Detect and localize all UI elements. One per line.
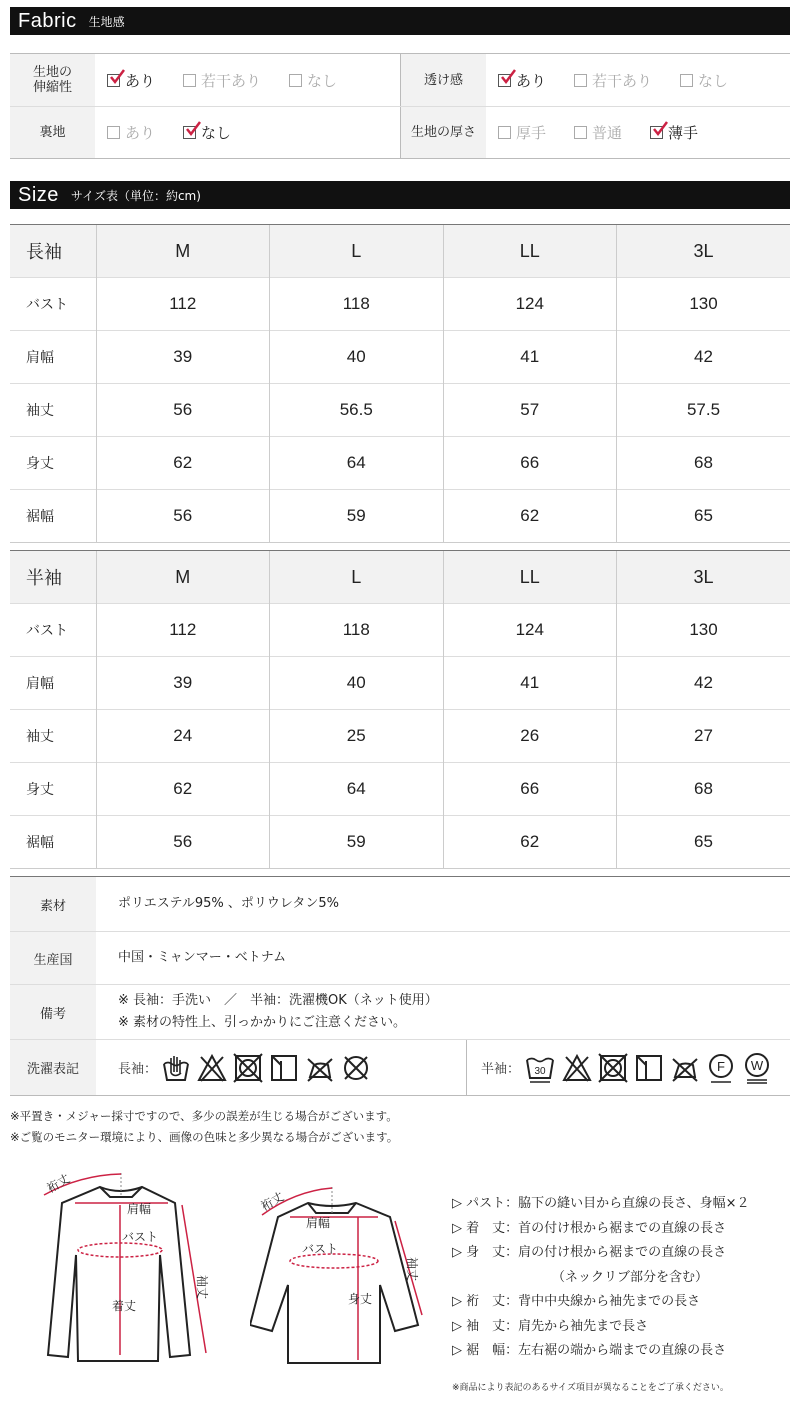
- notes-row: [10, 984, 790, 1039]
- wet-clean-w-icon: [742, 1051, 772, 1085]
- cell-value: 42: [617, 657, 791, 710]
- cell-value: 56: [96, 816, 270, 869]
- row-label: 肩幅: [10, 657, 96, 710]
- thickness-options: [486, 107, 790, 158]
- origin-row: [10, 931, 790, 984]
- hand-wash-icon: [161, 1053, 191, 1083]
- cell-value: 112: [96, 604, 270, 657]
- size-col-1: L: [270, 551, 444, 604]
- long-sleeve-table: [10, 224, 790, 543]
- thickness-option-0: [498, 122, 546, 143]
- table-row: [10, 710, 790, 763]
- cell-value: 68: [617, 437, 791, 490]
- origin-value: 中国・ミャンマー・ベトナム: [118, 950, 287, 965]
- checkbox-icon: [107, 126, 120, 139]
- checkbox-icon: [498, 74, 511, 87]
- checkbox-icon: [183, 74, 196, 87]
- yuki-label-1: 裄丈: [44, 1171, 73, 1196]
- line-dry-shade-icon: [634, 1053, 664, 1083]
- care-short-icons: [524, 1051, 772, 1085]
- red-check-icon: [500, 69, 516, 85]
- cell-value: 27: [617, 710, 791, 763]
- cell-value: 64: [270, 437, 444, 490]
- cell-value: 118: [270, 278, 444, 331]
- cell-value: 59: [270, 816, 444, 869]
- sodetake-label-2: 袖丈: [405, 1257, 419, 1282]
- notes-line-1: ※ 長袖：手洗い ／ 半袖：洗濯機OK（ネット使用）: [118, 993, 438, 1008]
- legend-susohaba: ▷ 裾 幅：左右裾の端から端までの直線の長さ: [452, 1343, 727, 1358]
- size-header-jp: サイズ表（単位：約cm): [70, 188, 201, 203]
- checkbox-icon: [680, 74, 693, 87]
- row-label: 袖丈: [10, 710, 96, 763]
- info-table: [10, 876, 790, 1096]
- origin-label: 生産国: [10, 932, 96, 984]
- no-iron-icon: [670, 1053, 700, 1083]
- stretch-options: [95, 54, 400, 106]
- thickness-option-1: [574, 122, 622, 143]
- no-iron-icon: [305, 1053, 335, 1083]
- legend-mitake-note: （ネックリブ部分を含む）: [552, 1269, 709, 1285]
- cell-value: 56: [96, 490, 270, 543]
- care-row: [10, 1039, 790, 1095]
- thickness-option-2: [650, 122, 698, 143]
- care-long-icons: [161, 1053, 371, 1083]
- checkbox-icon: [183, 126, 196, 139]
- red-check-icon: [109, 69, 125, 85]
- machine-wash-30-icon: [524, 1052, 556, 1084]
- lining-label: 裏地: [10, 107, 95, 158]
- fabric-header: [10, 7, 790, 35]
- table-row: [10, 604, 790, 657]
- short-sleeve-table: [10, 550, 790, 869]
- checkbox-icon: [574, 74, 587, 87]
- size-header-en: Size: [18, 183, 59, 206]
- no-bleach-icon: [562, 1053, 592, 1083]
- sheer-option-0: [498, 70, 546, 91]
- legend-sodetake: ▷ 袖 丈：肩先から袖先まで長さ: [452, 1318, 649, 1334]
- cell-value: 68: [617, 763, 791, 816]
- cell-value: 24: [96, 710, 270, 763]
- cell-value: 39: [96, 657, 270, 710]
- red-check-icon: [185, 121, 201, 137]
- cell-value: 59: [270, 490, 444, 543]
- sheer-options: [486, 54, 790, 106]
- measure-legend: [452, 1192, 750, 1364]
- mitake-label-2: 身丈: [348, 1292, 373, 1306]
- care-short-label: 半袖：: [481, 1062, 521, 1077]
- size-col-0: M: [96, 551, 270, 604]
- short-sleeve-diagram: [250, 1165, 440, 1375]
- cell-value: 65: [617, 490, 791, 543]
- cell-value: 66: [443, 763, 617, 816]
- row-label: 裾幅: [10, 490, 96, 543]
- legend-kitake: ▷ 着 丈：首の付け根から裾までの直線の長さ: [452, 1220, 727, 1236]
- cell-value: 124: [443, 278, 617, 331]
- care-short: [466, 1040, 790, 1095]
- bust-label-1: バスト: [122, 1230, 159, 1244]
- size-header: [10, 181, 790, 209]
- lining-option-1: [183, 122, 231, 143]
- cell-value: 62: [96, 437, 270, 490]
- red-check-icon: [652, 121, 668, 137]
- svg-text:F: F: [717, 1058, 725, 1074]
- row-label: 裾幅: [10, 816, 96, 869]
- size-col-1: L: [270, 225, 444, 278]
- cell-value: 112: [96, 278, 270, 331]
- cell-value: 26: [443, 710, 617, 763]
- size-col-2: LL: [443, 225, 617, 278]
- option-label: 普通: [592, 124, 623, 142]
- material-row: [10, 877, 790, 931]
- size-header-row: [10, 225, 790, 278]
- cell-value: 66: [443, 437, 617, 490]
- stretch-option-1: [183, 70, 261, 91]
- cell-value: 56.5: [270, 384, 444, 437]
- option-label: なし: [307, 71, 338, 90]
- cell-value: 130: [617, 278, 791, 331]
- fabric-grid: [10, 53, 790, 159]
- line-dry-shade-icon: [269, 1053, 299, 1083]
- fabric-header-en: Fabric: [18, 9, 77, 32]
- row-label: 袖丈: [10, 384, 96, 437]
- cell-value: 118: [270, 604, 444, 657]
- no-bleach-icon: [197, 1053, 227, 1083]
- legend-yuki: ▷ 裄 丈：背中中央線から袖先までの長さ: [452, 1294, 701, 1309]
- material-label: 素材: [10, 877, 96, 931]
- sodetake-label-1: 袖丈: [195, 1275, 209, 1300]
- table-row: [10, 278, 790, 331]
- care-label: 洗濯表記: [10, 1040, 96, 1095]
- cell-value: 62: [443, 816, 617, 869]
- cell-value: 40: [270, 657, 444, 710]
- legend-bust: ▷ パスト：脇下の縫い目から直線の長さ、身幅×２: [452, 1196, 750, 1211]
- legend-mitake: ▷ 身 丈：肩の付け根から裾までの直線の長さ: [452, 1245, 727, 1260]
- row-label: バスト: [10, 278, 96, 331]
- cell-value: 57: [443, 384, 617, 437]
- no-tumble-dry-icon: [233, 1053, 263, 1083]
- notes-label: 備考: [10, 985, 96, 1039]
- checkbox-icon: [650, 126, 663, 139]
- kitake-label-1: 着丈: [112, 1299, 137, 1313]
- checkbox-icon: [289, 74, 302, 87]
- checkbox-icon: [107, 74, 120, 87]
- wash-temp-text: 30: [534, 1065, 546, 1077]
- bust-label-2: バスト: [302, 1242, 339, 1256]
- row-label: バスト: [10, 604, 96, 657]
- option-label: なし: [698, 71, 729, 90]
- care-long: [96, 1040, 466, 1095]
- cell-value: 39: [96, 331, 270, 384]
- material-value: ポリエステル95% 、ポリウレタン5%: [118, 896, 339, 911]
- katahaba-label-1: 肩幅: [127, 1202, 152, 1216]
- cell-value: 42: [617, 331, 791, 384]
- disclaimer-2: ※ご覧のモニター環境により、画像の色味と多少異なる場合がございます。: [10, 1130, 399, 1144]
- table-row: [10, 384, 790, 437]
- dry-clean-f-icon: [706, 1052, 736, 1084]
- notes-value: [96, 985, 790, 1039]
- svg-text:W: W: [750, 1057, 764, 1073]
- cell-value: 124: [443, 604, 617, 657]
- table-title: 長袖: [10, 225, 96, 278]
- checkbox-icon: [498, 126, 511, 139]
- cell-value: 41: [443, 331, 617, 384]
- sheer-option-2: [680, 70, 728, 91]
- option-label: あり: [125, 124, 156, 142]
- cell-value: 62: [443, 490, 617, 543]
- row-label: 肩幅: [10, 331, 96, 384]
- stretch-label: 生地の 伸縮性: [10, 54, 95, 106]
- sheer-label: 透け感: [401, 54, 486, 106]
- cell-value: 57.5: [617, 384, 791, 437]
- stretch-option-0: [107, 70, 155, 91]
- table-row: [10, 816, 790, 869]
- option-label: あり: [125, 71, 156, 90]
- long-sleeve-diagram: [30, 1165, 230, 1375]
- option-label: 薄手: [668, 124, 699, 142]
- yuki-label-2: 裄丈: [258, 1189, 287, 1214]
- cell-value: 64: [270, 763, 444, 816]
- option-label: なし: [201, 124, 232, 142]
- table-row: [10, 490, 790, 543]
- fabric-row-2: [10, 106, 790, 158]
- option-label: 若干あり: [592, 71, 653, 90]
- size-col-3: 3L: [617, 225, 791, 278]
- table-row: [10, 437, 790, 490]
- lining-option-0: [107, 122, 155, 143]
- size-col-0: M: [96, 225, 270, 278]
- sheer-option-1: [574, 70, 652, 91]
- cell-value: 56: [96, 384, 270, 437]
- cell-value: 65: [617, 816, 791, 869]
- table-row: [10, 331, 790, 384]
- lining-options: [95, 107, 400, 158]
- cell-value: 130: [617, 604, 791, 657]
- option-label: 厚手: [516, 124, 547, 142]
- fabric-row-1: [10, 54, 790, 106]
- no-dry-clean-icon: [341, 1053, 371, 1083]
- cell-value: 40: [270, 331, 444, 384]
- cell-value: 41: [443, 657, 617, 710]
- table-row: [10, 657, 790, 710]
- notes-line-2: ※ 素材の特性上、引っかかりにご注意ください。: [118, 1015, 407, 1030]
- cell-value: 62: [96, 763, 270, 816]
- footer-note: ※商品により表記のあるサイズ項目が異なることをご了承ください。: [452, 1383, 729, 1393]
- fabric-header-jp: 生地感: [88, 14, 125, 29]
- row-label: 身丈: [10, 437, 96, 490]
- care-long-label: 長袖：: [118, 1062, 158, 1077]
- size-col-3: 3L: [617, 551, 791, 604]
- checkbox-icon: [574, 126, 587, 139]
- table-row: [10, 763, 790, 816]
- cell-value: 25: [270, 710, 444, 763]
- disclaimer-1: ※平置き・メジャー採寸ですので、多少の誤差が生じる場合がございます。: [10, 1109, 398, 1123]
- no-tumble-dry-icon: [598, 1053, 628, 1083]
- thickness-label: 生地の厚さ: [401, 107, 486, 158]
- option-label: 若干あり: [201, 71, 262, 90]
- table-title: 半袖: [10, 551, 96, 604]
- katahaba-label-2: 肩幅: [306, 1216, 331, 1230]
- row-label: 身丈: [10, 763, 96, 816]
- disclaimers: [10, 1106, 398, 1148]
- stretch-option-2: [289, 70, 337, 91]
- size-col-2: LL: [443, 551, 617, 604]
- option-label: あり: [516, 71, 547, 90]
- size-header-row: [10, 551, 790, 604]
